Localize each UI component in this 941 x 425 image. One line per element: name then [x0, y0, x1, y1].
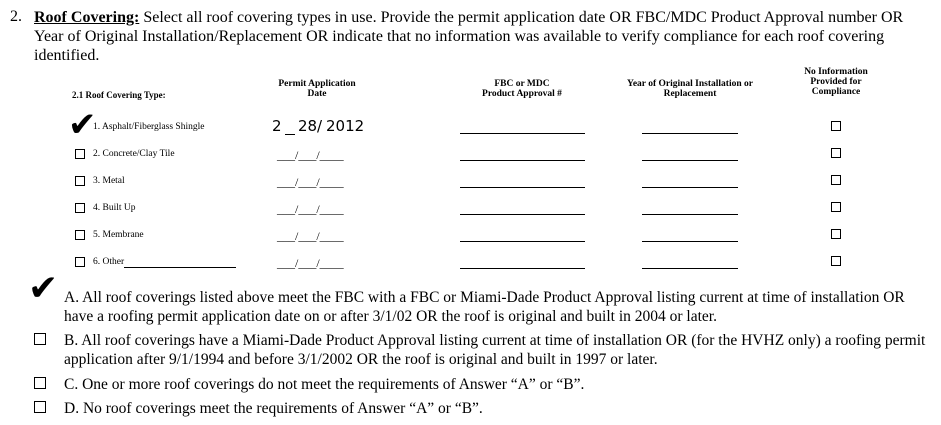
question-number: 2. [10, 8, 22, 25]
row-5-year-field[interactable] [642, 241, 738, 242]
row-1-date-month[interactable]: 2 [272, 117, 282, 135]
row-6-noinfo-checkbox[interactable] [831, 256, 841, 266]
row-6-other-field[interactable] [124, 267, 236, 268]
answer-b-checkbox[interactable] [34, 333, 46, 345]
row-1-fbc-field[interactable] [460, 133, 585, 134]
row-2-noinfo-checkbox[interactable] [831, 148, 841, 158]
row-5-checkbox[interactable] [75, 230, 85, 240]
header-fbc-line2: Product Approval # [482, 89, 562, 99]
answer-a-checkmark-icon: ✔ [28, 268, 59, 309]
header-permit-line2: Date [307, 89, 327, 99]
row-4-label: 4. Built Up [93, 203, 136, 213]
date-slash: / [317, 117, 323, 135]
row-6-date-field[interactable]: ___/___/____ [277, 256, 344, 270]
answer-a-text: A. All roof coverings listed above meet the FBC with a FBC or Miami-Dade Product Approval listing current at time of installation OR have a roofing permit application date on or after 3/1/02 OR the roof is original and built in 2004 or later. [64, 289, 905, 325]
row-2-date-field[interactable]: ___/___/____ [277, 148, 344, 162]
question-text [34, 8, 934, 65]
row-4-year-field[interactable] [642, 214, 738, 215]
row-4-date-field[interactable]: ___/___/____ [277, 202, 344, 216]
header-permit-line1: Permit Application [278, 79, 356, 89]
row-1-date-day[interactable]: 28 [298, 117, 318, 135]
row-2-year-field[interactable] [642, 160, 738, 161]
header-no-info [786, 67, 886, 97]
answer-b-text: B. All roof coverings have a Miami-Dade Product Approval listing current at time of installation OR (for the HVHZ only) a roofing permit application after 9/1/1994 and before 3/1/2002 OR the roof is original and built in 1997 or later. [64, 332, 926, 368]
row-3-checkbox[interactable] [75, 176, 85, 186]
row-5-label: 5. Membrane [93, 230, 144, 240]
row-2-label: 2. Concrete/Clay Tile [93, 149, 175, 159]
header-noinfo-line3: Compliance [811, 87, 861, 97]
row-4-checkbox[interactable] [75, 203, 85, 213]
row-1-date-year[interactable]: 2012 [326, 117, 365, 135]
row-1-label: 1. Asphalt/Fiberglass Shingle [93, 122, 205, 132]
answer-d-text: D. No roof coverings meet the requirements of Answer “A” or “B”. [64, 400, 483, 417]
row-3-date-field[interactable]: ___/___/____ [277, 175, 344, 189]
row-3-year-field[interactable] [642, 187, 738, 188]
answer-c-checkbox[interactable] [34, 377, 46, 389]
row-6-label: 6. Other [93, 257, 125, 267]
row-5-date-field[interactable]: ___/___/____ [277, 229, 344, 243]
row-6-fbc-field[interactable] [460, 268, 585, 269]
header-year-line2: Replacement [663, 89, 717, 99]
header-year-line1: Year of Original Installation or [627, 79, 753, 89]
row-6-year-field[interactable] [642, 268, 738, 269]
row-1-noinfo-checkbox[interactable] [831, 121, 841, 131]
question-title: Roof Covering: [34, 9, 140, 26]
row-1-year-field[interactable] [642, 133, 738, 134]
row-4-fbc-field[interactable] [460, 214, 585, 215]
row-4-noinfo-checkbox[interactable] [831, 202, 841, 212]
row-2-checkbox[interactable] [75, 149, 85, 159]
row-2-fbc-field[interactable] [460, 160, 585, 161]
header-noinfo-line1: No Information [804, 67, 868, 77]
row-5-fbc-field[interactable] [460, 241, 585, 242]
header-fbc-approval [462, 79, 582, 99]
row-3-label: 3. Metal [93, 176, 125, 186]
row-5-noinfo-checkbox[interactable] [831, 229, 841, 239]
row-3-noinfo-checkbox[interactable] [831, 175, 841, 185]
row-3-fbc-field[interactable] [460, 187, 585, 188]
row-6-checkbox[interactable] [75, 257, 85, 267]
answer-d-checkbox[interactable] [34, 401, 46, 413]
header-noinfo-line2: Provided for [810, 77, 862, 87]
header-year-install [615, 79, 765, 99]
answer-c-text: C. One or more roof coverings do not meet the requirements of Answer “A” or “B”. [64, 376, 585, 393]
header-permit-date [262, 79, 372, 99]
header-roof-covering-type: 2.1 Roof Covering Type: [72, 90, 166, 100]
checkmark-icon: ✔ [68, 105, 97, 145]
header-fbc-line1: FBC or MDC [494, 79, 550, 89]
row-1-date-month-line [285, 134, 295, 135]
question-body: Select all roof covering types in use. Provide the permit application date OR FBC/MDC Product Approval number OR Year of Original Installation/Replacement OR indicate that no information was available to verify compliance for each roof covering identified. [34, 9, 904, 64]
